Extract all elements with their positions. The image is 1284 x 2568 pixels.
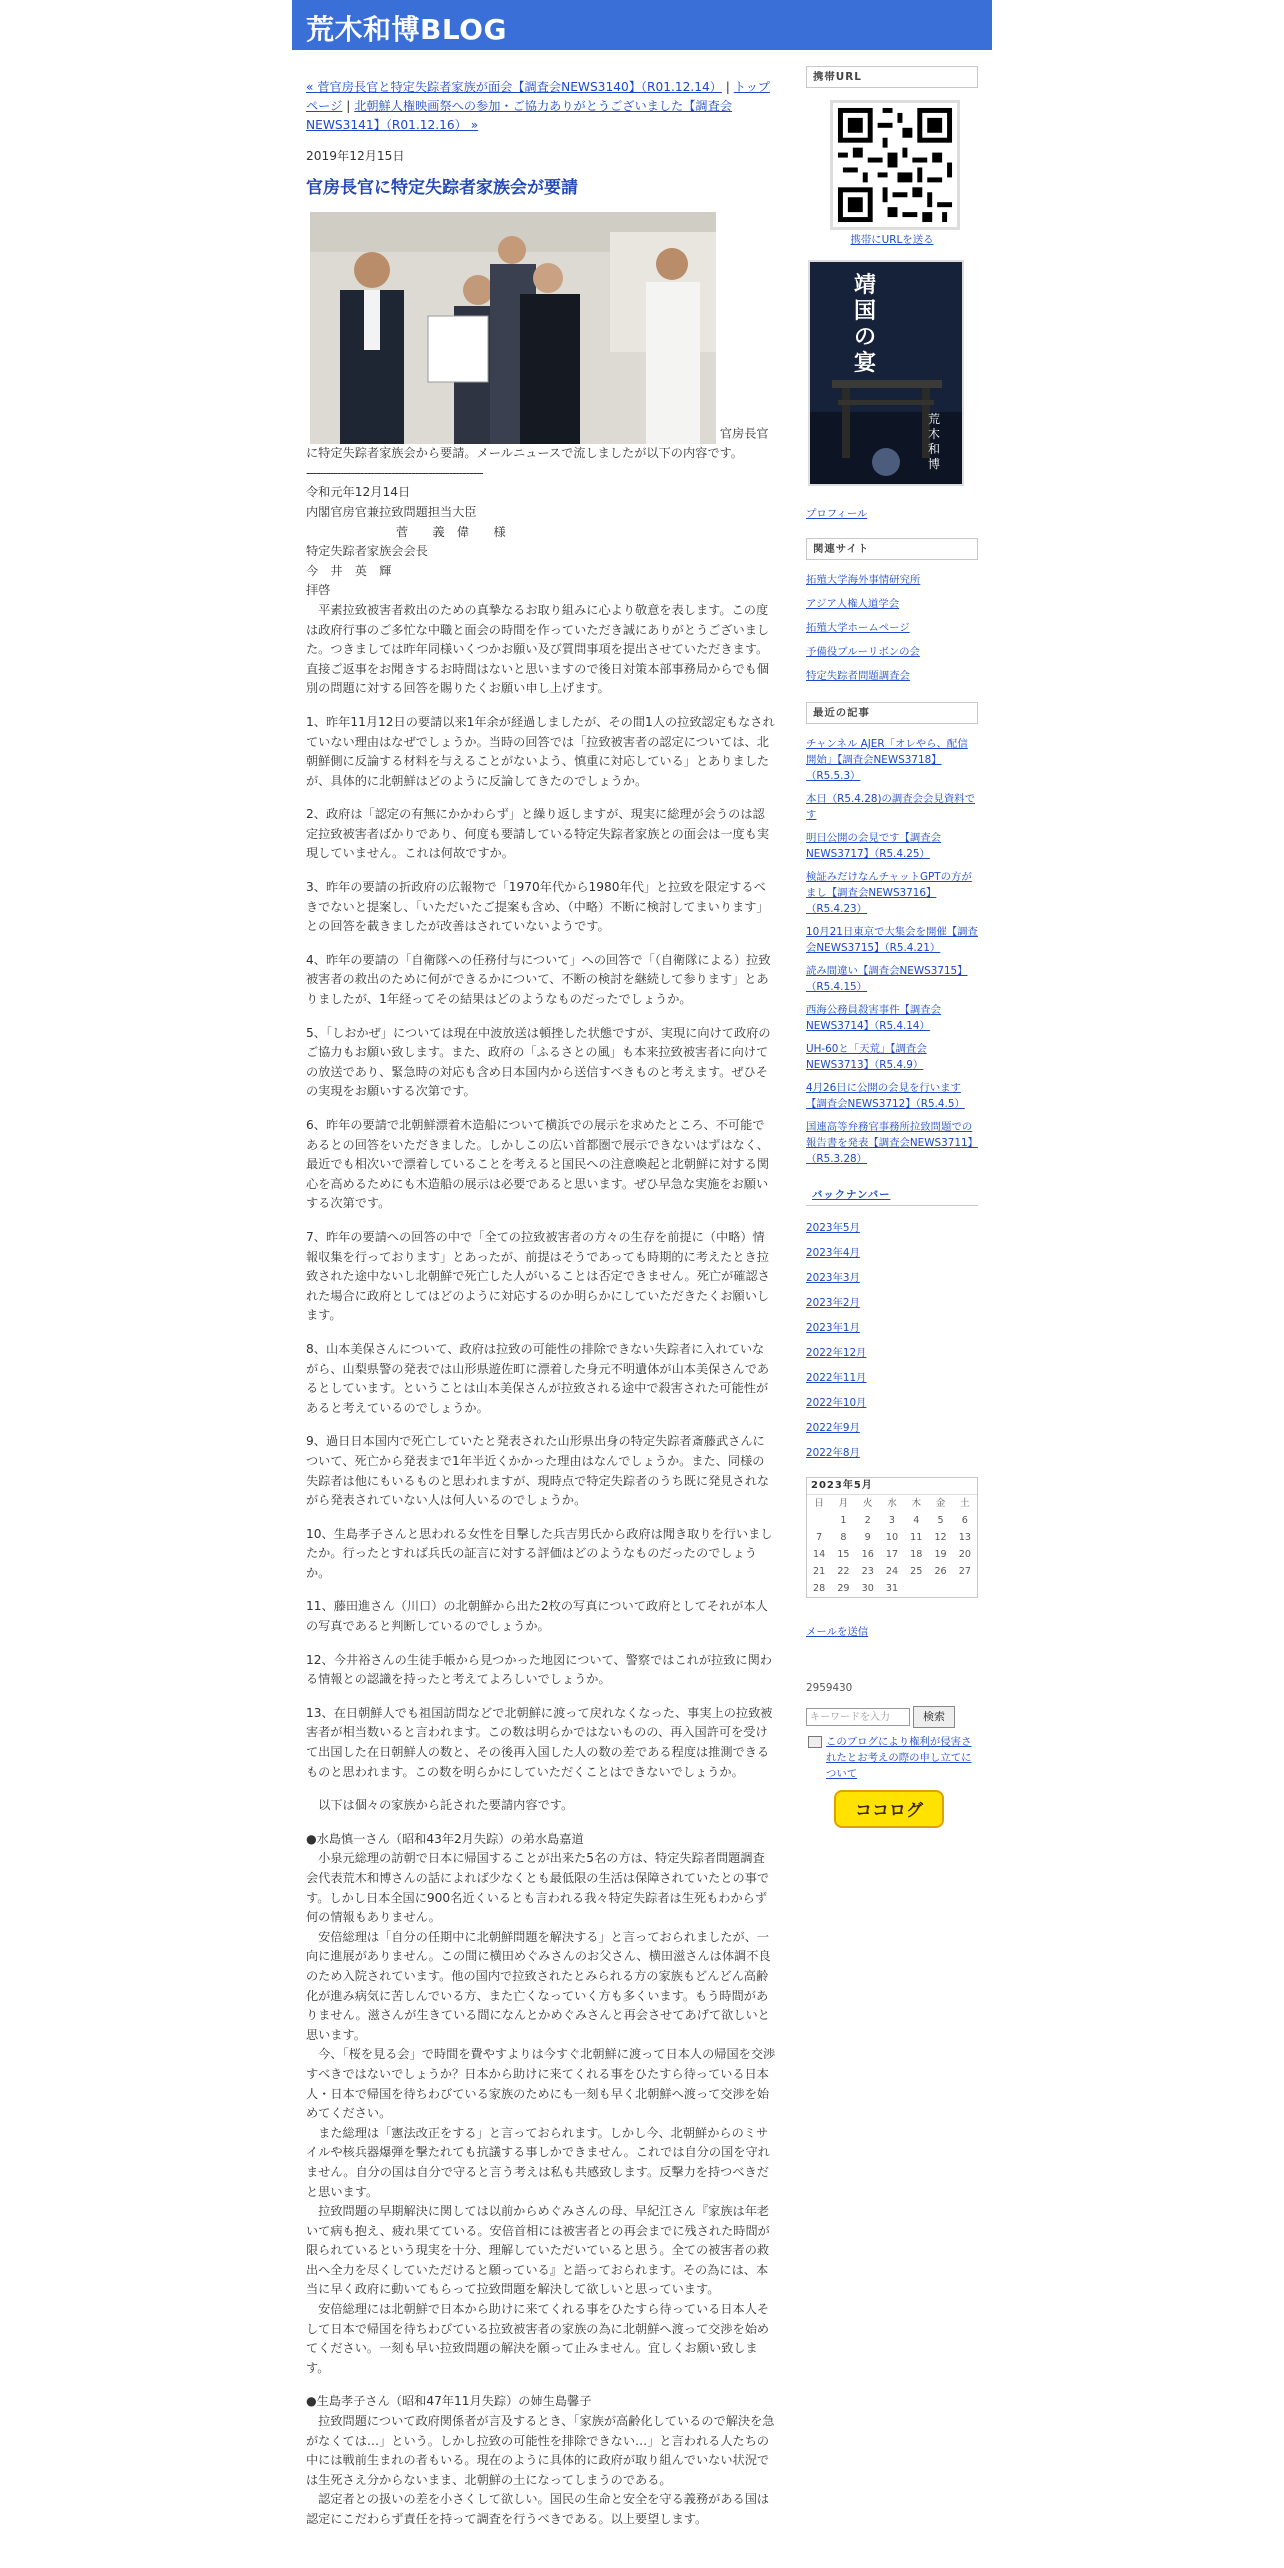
- request-item: 8、山本美保さんについて、政府は拉致の可能性の排除できない失踪者に入れていながら、山梨県警の発表では山形県遊佐町に漂着した身元不明遺体が山本美保さんであるとしています。ということは山本美保さんが拉致される途中で殺害された可能性があると考えているのでしょうか。: [306, 1341, 770, 1415]
- separator-line: ----------------------------------------------------: [306, 465, 483, 480]
- backnumber-heading: [806, 1185, 978, 1206]
- report-block: [806, 1734, 978, 1782]
- report-link[interactable]: このブログにより権利が侵害されたとお考えの際の申し立てについて: [826, 1736, 972, 1780]
- book-cover[interactable]: [808, 260, 964, 486]
- recent-item: [806, 791, 978, 823]
- backnumber-month-link[interactable]: 2023年2月: [806, 1297, 860, 1309]
- request-item: 2、政府は「認定の有無にかかわらず」と繰り返しますが、現実に総理が会うのは認定拉致被害者ばかりであり、何度も要請している特定失踪者家族との面会は一度も実現していません。これは何故ですか。: [306, 807, 770, 861]
- request-item-spacer: [306, 1102, 776, 1116]
- calendar-week: [807, 1546, 977, 1563]
- recent-post-link[interactable]: チャンネル AJER「オレやら、配信開始」【調査会NEWS3718】（R5.5.3）: [806, 738, 968, 782]
- recent-item: [806, 1119, 978, 1167]
- request-item: 7、昨年の要請への回答の中で「全ての拉致被害者の方々の生存を前提に（中略）情報収集を行っております」とあったが、前提はそうであっても時期的に考えたとき拉致された途中ないし北朝鮮で死亡した人がいることは否定できません。死亡が確認された場合に政府としてはどのように対応するのか明らかにしていただきたくお願いします。: [306, 1229, 770, 1323]
- backnumber-item: [806, 1320, 978, 1336]
- recent-post-link[interactable]: 明日公開の会見です【調査会NEWS3717】（R5.4.25）: [806, 832, 942, 860]
- calendar-day: 17: [885, 1548, 899, 1560]
- request-item-spacer: [306, 937, 776, 951]
- calendar-day: 9: [864, 1531, 871, 1543]
- calendar-day: 14: [813, 1548, 826, 1560]
- recent-item: [806, 1041, 978, 1073]
- family1-heading: ●水島慎一さん（昭和43年2月失踪）の弟水島嘉道: [306, 1831, 584, 1846]
- calendar-day: 1: [840, 1514, 847, 1526]
- nav-separator: |: [342, 99, 355, 113]
- qr-code: [830, 100, 960, 230]
- calendar-day: 27: [958, 1565, 971, 1577]
- calendar-day: 7: [816, 1531, 823, 1543]
- letter-date: 令和元年12月14日: [306, 485, 411, 500]
- request-item-spacer: [306, 864, 776, 878]
- request-item: 12、今井裕さんの生徒手帳から見つかった地図について、警察ではこれが拉致に関わる情報との認識を持ったと考えてよろしいでしょうか。: [306, 1652, 772, 1687]
- recent-post-link[interactable]: UH-60と「天荒」【調査会NEWS3713】（R5.4.9）: [806, 1043, 927, 1071]
- request-item-spacer: [306, 1690, 776, 1704]
- calendar-weekday: 木: [911, 1497, 922, 1509]
- family2-body: 拉致問題について政府関係者が言及するとき、「家族が高齢化しているので解決を急がなくては…」という。しかし拉致の可能性を排除できない…」と言われる人たちの中には戦前生まれの者もいる。現在のように具体的に政府が取り組んでいない状況では生死さえ分からないまま、北朝鮮の土になってしまうのである。 認定者との扱いの差を小さくして欲しい。国民の生命と安全を守る義務がある国は認定にこだわらず責任を持って調査を行うべきである。以上要望します。: [306, 2414, 775, 2526]
- book-author: 荒木和博: [928, 412, 941, 471]
- recent-item: [806, 869, 978, 917]
- calendar-day: 24: [885, 1565, 899, 1577]
- calendar-day: 22: [837, 1565, 850, 1577]
- search-form: [806, 1706, 978, 1728]
- calendar-weekday: 水: [887, 1497, 897, 1509]
- backnumber-item: [806, 1445, 978, 1461]
- search-input[interactable]: キーワードを入力: [806, 1708, 910, 1726]
- calendar-weekday: 火: [862, 1497, 873, 1509]
- photo-illustration: [310, 212, 716, 444]
- calendar-week: [807, 1580, 977, 1597]
- recent-post-link[interactable]: 本日（R5.4.28)の調査会会見資料です: [806, 793, 976, 821]
- request-item-spacer: [306, 1214, 776, 1228]
- calendar-week: [807, 1563, 977, 1580]
- recent-post-link[interactable]: 10月21日東京で大集会を開催【調査会NEWS3715】（R5.4.21）: [806, 926, 978, 954]
- post-body: [306, 198, 776, 2529]
- calendar-day: 31: [885, 1582, 899, 1594]
- backnumber-item: [806, 1270, 978, 1286]
- recent-item: [806, 924, 978, 956]
- calendar-week: [807, 1512, 977, 1529]
- calendar-day: 30: [861, 1582, 874, 1594]
- related-item: [806, 572, 978, 588]
- related-item: [806, 644, 978, 660]
- request-item: 9、過日日本国内で死亡していたと発表された山形県出身の特定失踪者斎藤武さんについて、死亡から発表まで1年半近くかかった理由はなんでしょうか。また、同様の失踪者は他にもいるものと思われますが、現時点で特定失踪者のうち既に発見されながら発表されていない人は何人いるのでしょうか。: [306, 1434, 770, 1508]
- related-item: [806, 668, 978, 684]
- related-item: [806, 620, 978, 636]
- next-post-link[interactable]: 北朝鮮人権映画祭への参加・ご協力ありがとうございました【調査会NEWS3141】（R01.12.16） »: [306, 99, 732, 132]
- request-item-spacer: [306, 1418, 776, 1432]
- family-note: 以下は個々の家族から託された要請内容です。: [306, 1798, 574, 1813]
- mobile-url-heading: 携帯URL: [806, 66, 978, 88]
- request-item-spacer: [306, 1010, 776, 1024]
- calendar-table: [807, 1495, 977, 1597]
- photo-caption: 官房長官に特定失踪者家族会から要請。メールニュースで流しましたが以下の内容です。: [306, 426, 769, 461]
- backnumber-item: [806, 1220, 978, 1236]
- sidebar: [806, 66, 978, 1828]
- post-title[interactable]: 官房長官に特定失踪者家族会が要請: [306, 177, 578, 198]
- backnumber-month-link[interactable]: 2023年1月: [806, 1322, 860, 1334]
- request-item-spacer: [306, 1637, 776, 1651]
- report-icon: [808, 1736, 822, 1748]
- related-links: [806, 572, 978, 684]
- recent-item: [806, 963, 978, 995]
- calendar-title: 2023年5月: [807, 1478, 977, 1495]
- calendar-day: [904, 1580, 928, 1597]
- top-page-link[interactable]: トップページ: [306, 80, 770, 113]
- letter-recipient-title: 内閣官房官兼拉致問題担当大臣: [306, 504, 477, 519]
- blog-title[interactable]: 荒木和博BLOG: [306, 13, 507, 46]
- related-link[interactable]: アジア人権人道学会: [806, 598, 900, 610]
- letter-recipient-name: 菅 義 偉 様: [396, 524, 506, 539]
- request-items: [306, 699, 776, 1782]
- recent-post-link[interactable]: 西海公務員殺害事件【調査会NEWS3714】（R5.4.14）: [806, 1004, 942, 1032]
- calendar-day: 12: [934, 1531, 947, 1543]
- main-column: [306, 78, 776, 2530]
- backnumber-month-link[interactable]: 2022年8月: [806, 1447, 860, 1459]
- backnumber-item: [806, 1420, 978, 1436]
- blog-header: [292, 0, 992, 50]
- calendar-day: 6: [961, 1514, 968, 1526]
- related-item: [806, 596, 978, 612]
- backnumber-month-link[interactable]: 2022年9月: [806, 1422, 860, 1434]
- send-url-link[interactable]: 携帯にURLを送る: [850, 234, 934, 246]
- qr-code-icon: [833, 103, 957, 227]
- request-item: 13、在日朝鮮人でも祖国訪問などで北朝鮮に渡って戻れなくなった、事実上の拉致被害者が相当数いると言われます。この数は明らかではないものの、再入国許可を受けて出国した在日朝鮮人の数と、その後再入国した人の数の差である程度は推測できるものと思われます。この数を明らかにしていただくことはできないでしょうか。: [306, 1705, 773, 1779]
- recent-item: [806, 830, 978, 862]
- post-photo[interactable]: [310, 212, 716, 444]
- calendar-day: 4: [913, 1514, 920, 1526]
- request-item: 6、昨年の要請で北朝鮮漂着木造船について横浜での展示を求めたところ、不可能であるとの回答をいただきました。しかしこの広い首都圏で展示できないはずはなく、最近でも相次いで漂着していることを考えると国民への注意喚起と北朝鮮に対する関心を高めるためにも木造船の展示は必要であると思います。ぜひ早急な実施をお願いする次第です。: [306, 1118, 770, 1211]
- calendar-day: 3: [888, 1514, 896, 1526]
- backnumber-item: [806, 1345, 978, 1361]
- calendar-day: 15: [837, 1548, 850, 1560]
- calendar-day: 28: [813, 1582, 826, 1594]
- calendar-weekday: 月: [838, 1497, 849, 1509]
- calendar-day: 2: [864, 1514, 871, 1526]
- backnumber-item: [806, 1395, 978, 1411]
- backnumber-month-link[interactable]: 2023年4月: [806, 1247, 860, 1259]
- request-item-spacer: [306, 699, 776, 713]
- family1-body: 小泉元総理の訪朝で日本に帰国することが出来た5名の方は、特定失踪者問題調査会代表荒木和博さんの話によれば少なくとも最低限の生活は保障されていたとの事です。しかし日本全国に900名近くいるとも言われる我々特定失踪者は生死もわからず何の情報もありません。 安倍総理は「自分の任期中に北朝鮮問題を解決する」と言っておられましたが、一向に進展がありません。この間に横田めぐみさんのお父さん、横田滋さんは体調不良のため入院されています。他の国内で拉致されたとみられる方の家族もどんどん高齢化が進み病気に苦しんでいる方、また亡くなっていく方も多くいます。もう時間がありません。滋さんが生きている間になんとかめぐみさんと再会させてあげて欲しいと思います。 今、「桜を見る会」で時間を費やすよりは今すぐ北朝鮮に渡って日本人の帰国を交渉すべきではないでしょうか？日本から助けに来てくれる事をひたすら待っている日本人・日本で帰国を待ちわびている家族のためにも一刻も早く北朝鮮へ渡って交渉を始めてください。 また総理は「憲法改正をする」と言っておられます。しかし今、北朝鮮からのミサイルや核兵器爆弾を撃たれても抗議する事しかできません。これでは自分の国を守れません。自分の国は自分で守ると言う考えは私も共感致します。反撃力を持つべきだと思います。 拉致問題の早期解決に関しては以前からめぐみさんの母、早紀江さん『家族は年老いて病も抱え、疲れ果てている。安倍首相には被害者との再会までに残された時間が限られているという現実を十分、理解していただいていると思う。全ての被害者の救出へ全力を尽くしていただけると願っている』と語っておられます。その為には、本当に早く政府に動いてもらって拉致問題を解決して欲しいと思っています。 安倍総理には北朝鮮で日本から助けに来てくれる事をひたすら待っている日本人そして日本で帰国を待ちわびている拉致被害者の家族の為に北朝鮮へ渡って交渉を始めてください。一刻も早い拉致問題の解決を願って止みません。宜しくお願い致します。: [306, 1851, 776, 2375]
- letter-sender-title: 特定失踪者家族会会長: [306, 544, 428, 559]
- calendar-day: 10: [885, 1531, 899, 1543]
- backnumber-link[interactable]: バックナンバー: [812, 1189, 891, 1201]
- calendar-day: [953, 1580, 977, 1597]
- backnumber-month-link[interactable]: 2022年12月: [806, 1347, 867, 1359]
- calendar-day: 29: [837, 1582, 850, 1594]
- post-navigation: [306, 78, 776, 135]
- calendar-weekdays: [807, 1495, 977, 1512]
- request-item: 1、昨年11月12日の要請以来1年余が経過しましたが、その間1人の拉致認定もなされていない理由はなぜでしょうか。当時の回答では「拉致被害者の認定については、北朝鮮側に反論する材料を与えることがないよう、慎重に対応している」とありましたが、具体的に北朝鮮はどのように反論してきたのでしょうか。: [306, 714, 775, 788]
- request-item: 5、「しおかぜ」については現在中波放送は頓挫した状態ですが、実現に向けて政府のご協力もお願い致します。また、政府の「ふるさとの風」も本来拉致被害者に向けての放送であり、緊急時の対応も含め日本国内から送信すべきものと考えます。ぜひその実現をお願いする次第です。: [306, 1025, 771, 1099]
- related-link[interactable]: 予備役ブルーリボンの会: [806, 646, 920, 658]
- calendar-day: 5: [937, 1514, 944, 1526]
- request-item-spacer: [306, 1511, 776, 1525]
- related-heading: 関連サイト: [806, 538, 978, 560]
- access-counter: 2959430: [806, 1682, 853, 1694]
- calendar-day: 21: [813, 1565, 826, 1577]
- search-button[interactable]: 検索: [913, 1706, 955, 1728]
- backnumber-item: [806, 1245, 978, 1261]
- letter-intro: 平素拉致被害者救出のための真摯なるお取り組みに心より敬意を表します。この度は政府行事のご多忙な中職と面会の時間を作っていただき誠にありがとうございました。つきましては昨年同様いくつかお願い及び質問事項を提出させていただきます。直接ご返事をお聞きするお時間はないと思いますので後日対策本部事務局からでも個別の問題に対する回答を賜りたくお願い申し上げます。: [306, 602, 770, 696]
- cocolog-logo[interactable]: ココログ: [834, 1790, 944, 1828]
- backnumber-month-link[interactable]: 2023年3月: [806, 1272, 860, 1284]
- post-date: 2019年12月15日: [306, 149, 405, 163]
- calendar-day: 20: [958, 1548, 971, 1560]
- request-item-spacer: [306, 1583, 776, 1597]
- recent-item: [806, 1080, 978, 1112]
- prev-post-link[interactable]: « 菅官房長官と特定失踪者家族が面会【調査会NEWS3140】（R01.12.14）: [306, 80, 722, 94]
- recent-item: [806, 736, 978, 784]
- backnumber-item: [806, 1295, 978, 1311]
- request-item-spacer: [306, 791, 776, 805]
- calendar-weekday: 日: [814, 1497, 824, 1509]
- calendar-day: 13: [958, 1531, 971, 1543]
- nav-separator: |: [721, 80, 734, 94]
- calendar-weekday: 金: [935, 1497, 946, 1509]
- backnumber-month-link[interactable]: 2022年11月: [806, 1372, 867, 1384]
- book-title: 靖国の宴: [854, 272, 877, 376]
- backnumber-month-link[interactable]: 2022年10月: [806, 1397, 867, 1409]
- calendar-day: 23: [861, 1565, 874, 1577]
- recent-post-link[interactable]: 検証みだけなんチャットGPTの方がまし【調査会NEWS3716】（R5.4.23）: [806, 871, 972, 915]
- related-link[interactable]: 特定失踪者問題調査会: [806, 670, 910, 682]
- backnumber-list: [806, 1220, 978, 1461]
- calendar-day: 25: [910, 1565, 923, 1577]
- recent-post-link[interactable]: 国連高等弁務官事務所拉致問題での報告書を発表【調査会NEWS3711】（R5.3.28）: [806, 1121, 978, 1165]
- recent-post-link[interactable]: 4月26日に公開の会見を行います【調査会NEWS3712】（R5.4.5）: [806, 1082, 965, 1110]
- backnumber-month-link[interactable]: 2023年5月: [806, 1222, 860, 1234]
- calendar-week: [807, 1529, 977, 1546]
- send-mail-link[interactable]: メールを送信: [806, 1626, 869, 1638]
- recent-posts: [806, 736, 978, 1167]
- request-item: 4、昨年の要請の「自衛隊への任務付与について」への回答で「（自衛隊による）拉致被害者の救出のために何ができるかについて、不断の検討を継続して参ります」とありましたが、1年経ってその結果はどのようなものだったでしょうか。: [306, 952, 771, 1007]
- request-item: 10、生島孝子さんと思われる女性を目撃した兵吉男氏から政府は聞き取りを行いましたか。行ったとすれば兵氏の証言に対する評価はどのようなものだったのでしょうか。: [306, 1526, 773, 1580]
- backnumber-item: [806, 1370, 978, 1386]
- calendar-day: 26: [934, 1565, 947, 1577]
- profile-link[interactable]: プロフィール: [806, 508, 868, 520]
- calendar-day: [807, 1512, 831, 1529]
- letter-greeting: 拝啓: [306, 583, 331, 598]
- letter-sender-name: 今 井 英 輝: [306, 563, 392, 578]
- calendar-day: 16: [861, 1548, 874, 1560]
- related-link[interactable]: 拓殖大学海外事情研究所: [806, 574, 921, 586]
- related-link[interactable]: 拓殖大学ホームページ: [806, 622, 910, 634]
- calendar-day: [928, 1580, 952, 1597]
- recent-post-link[interactable]: 読み間違い【調査会NEWS3715】（R5.4.15）: [806, 965, 968, 993]
- calendar: [806, 1477, 978, 1598]
- calendar-day: 8: [840, 1531, 847, 1543]
- recent-item: [806, 1002, 978, 1034]
- family2-heading: ●生島孝子さん（昭和47年11月失踪）の姉生島馨子: [306, 2394, 592, 2409]
- request-item-spacer: [306, 1326, 776, 1340]
- calendar-day: 18: [910, 1548, 923, 1560]
- calendar-day: 19: [934, 1548, 947, 1560]
- request-item: 11、藤田進さん（川口）の北朝鮮から出た2枚の写真について政府としてそれが本人の写真であると判断しているのでしょうか。: [306, 1599, 768, 1634]
- recent-heading: 最近の記事: [806, 702, 978, 724]
- calendar-weekday: 土: [960, 1497, 970, 1509]
- calendar-day: 11: [910, 1531, 923, 1543]
- request-item: 3、昨年の要請の折政府の広報物で「1970年代から1980年代」と拉致を限定するべきでないと提案し、「いただいたご提案も含め、（中略）不断に検討してまいります」との回答を載きましたが改善はされていないようです。: [306, 880, 769, 934]
